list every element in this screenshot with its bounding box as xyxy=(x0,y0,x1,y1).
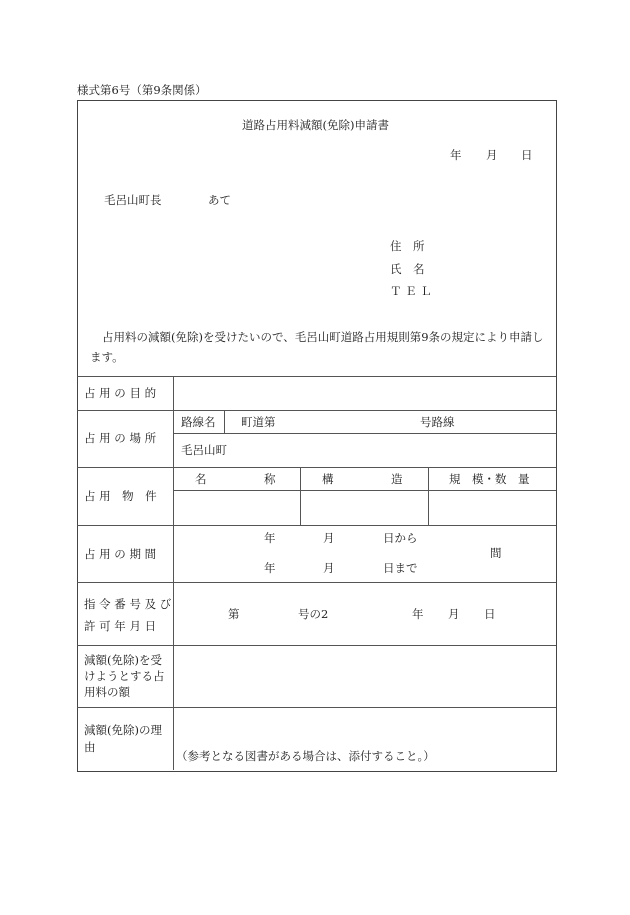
reason-field[interactable] xyxy=(174,708,555,748)
permit-number-prefix: 第 xyxy=(228,607,240,621)
location-label: 占 用 の 場 所 xyxy=(84,431,157,445)
object-structure-field[interactable] xyxy=(301,491,428,525)
reason-label: 減額(免除)の理由 xyxy=(84,723,162,754)
applicant-address-label: 住 所 xyxy=(390,239,425,253)
permit-label-line2: 許 可 年 月 日 xyxy=(84,619,157,633)
permit-year: 年 xyxy=(412,607,424,621)
permit-field[interactable] xyxy=(174,583,555,645)
amount-field[interactable] xyxy=(174,646,555,707)
route-number-field[interactable] xyxy=(286,411,416,433)
applicant-name-label: 氏 名 xyxy=(390,262,425,276)
period-from-year: 年 xyxy=(264,531,276,545)
town-name: 毛呂山町 xyxy=(181,443,227,457)
date-day: 日 xyxy=(521,148,533,162)
route-name-divider xyxy=(224,410,225,433)
period-from-day: 日から xyxy=(383,531,418,545)
object-name-field[interactable] xyxy=(174,491,300,525)
object-label: 占 用 物 件 xyxy=(84,489,157,503)
location-address-field[interactable] xyxy=(235,434,555,467)
route-prefix: 町道第 xyxy=(241,415,276,429)
addressee-suffix: あて xyxy=(208,193,231,207)
purpose-label: 占 用 の 目 的 xyxy=(84,386,157,400)
object-col-scale: 規 模・数 量 xyxy=(449,472,530,486)
period-to-year: 年 xyxy=(264,561,276,575)
permit-day: 日 xyxy=(484,607,496,621)
permit-number-suffix: 号の2 xyxy=(298,607,329,621)
period-from-month: 月 xyxy=(323,531,335,545)
route-name-label: 路線名 xyxy=(181,415,216,429)
date-month: 月 xyxy=(486,148,498,162)
purpose-field[interactable] xyxy=(174,377,555,410)
applicant-tel-label: Ｔ Ｅ Ｌ xyxy=(390,284,432,298)
object-col-name: 名 称 xyxy=(195,472,276,486)
permit-label-line1: 指 令 番 号 及 び xyxy=(84,597,172,611)
period-to-month: 月 xyxy=(323,561,335,575)
period-to-day: 日まで xyxy=(383,561,418,575)
permit-month: 月 xyxy=(448,607,460,621)
application-statement: 占用料の減額(免除)を受けたいので、毛呂山町道路占用規則第9条の規定により申請します。 xyxy=(90,330,544,364)
form-number: 様式第6号（第9条関係） xyxy=(77,83,207,97)
date-year: 年 xyxy=(450,148,462,162)
reason-note: （参考となる図書がある場合は、添付すること。） xyxy=(176,749,435,763)
route-suffix: 号路線 xyxy=(420,415,455,429)
object-scale-field[interactable] xyxy=(429,491,555,525)
period-field[interactable] xyxy=(174,526,555,582)
addressee-name: 毛呂山町長 xyxy=(104,193,162,207)
row-line xyxy=(77,467,556,468)
form-title: 道路占用料減額(免除)申請書 xyxy=(242,118,389,132)
amount-label: 減額(免除)を受けようとする占用料の額 xyxy=(84,653,165,699)
period-label: 占 用 の 期 間 xyxy=(84,547,157,561)
period-duration: 間 xyxy=(490,546,502,560)
object-col-structure: 構 造 xyxy=(322,472,403,486)
